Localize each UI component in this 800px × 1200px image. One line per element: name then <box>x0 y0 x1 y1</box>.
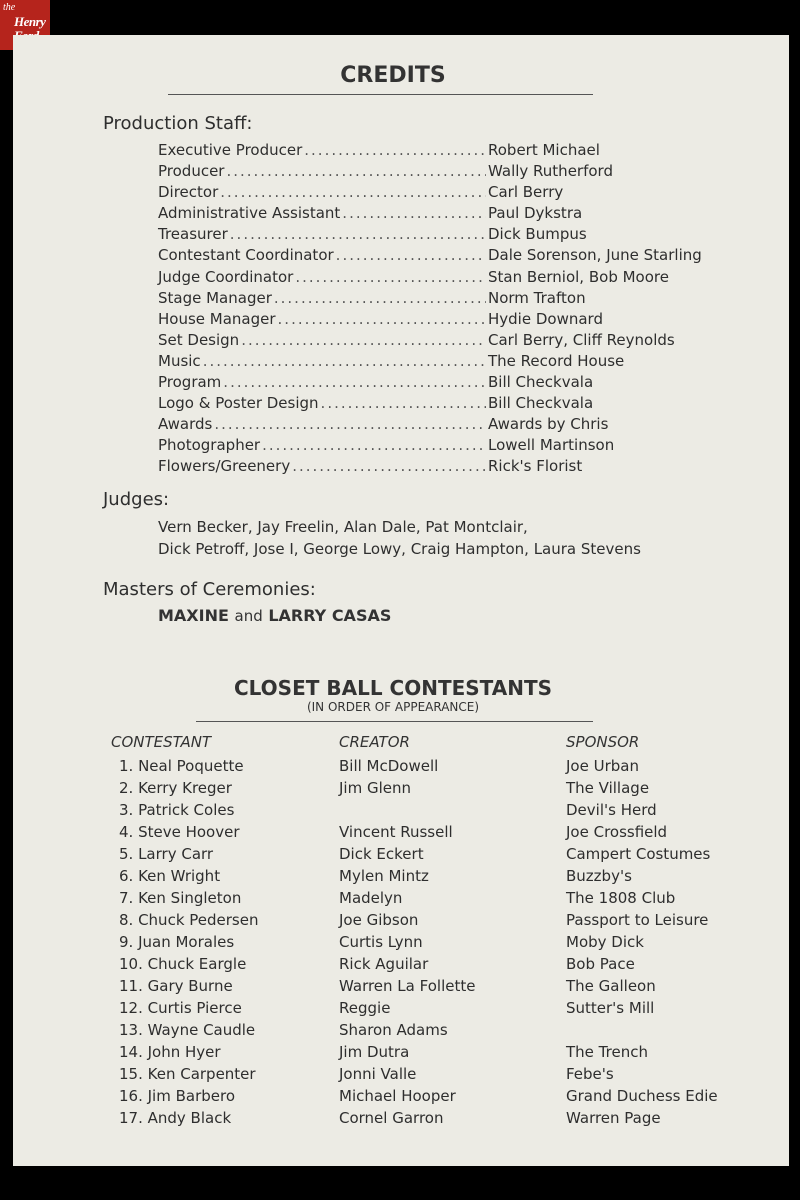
contestants-title: CLOSET BALL CONTESTANTS <box>233 676 553 700</box>
staff-name: Bill Checkvala <box>488 394 594 413</box>
masters-names <box>158 606 391 625</box>
sponsor-cell <box>566 1019 718 1041</box>
leader-dots <box>241 331 486 349</box>
contestant-cell: 15. Ken Carpenter <box>119 1065 256 1083</box>
creator-cell: Vincent Russell <box>339 823 453 841</box>
staff-name: Hydie Downard <box>488 309 603 328</box>
sponsor-cell: Sutter's Mill <box>566 999 655 1017</box>
production-staff-heading: Production Staff: <box>103 113 253 134</box>
leader-dots <box>214 415 486 433</box>
creator-column <box>339 755 475 1129</box>
creator-cell: Curtis Lynn <box>339 933 423 951</box>
staff-row <box>158 204 718 225</box>
contestant-cell: 1. Neal Poquette <box>119 757 244 775</box>
program-page <box>13 35 789 1166</box>
contestant-cell: 6. Ken Wright <box>119 867 221 885</box>
page-title: CREDITS <box>340 63 446 88</box>
contestant-cell: 12. Curtis Pierce <box>119 999 242 1017</box>
contestant-cell: 2. Kerry Kreger <box>119 779 232 797</box>
staff-row <box>158 183 718 204</box>
staff-row <box>158 246 718 267</box>
contestant-column-header: CONTESTANT <box>111 733 212 751</box>
judges-heading: Judges: <box>103 489 170 510</box>
judges-list <box>158 516 641 560</box>
leader-dots <box>230 225 486 243</box>
staff-row <box>158 162 718 183</box>
contestant-cell: 7. Ken Singleton <box>119 889 242 907</box>
staff-row <box>158 352 718 373</box>
staff-name: Paul Dykstra <box>488 204 583 223</box>
sponsor-cell: The Galleon <box>566 977 656 995</box>
leader-dots <box>304 141 486 159</box>
staff-role: Flowers/Greenery <box>158 457 291 476</box>
staff-role: Photographer <box>158 436 261 455</box>
sponsor-cell: Campert Costumes <box>566 845 711 863</box>
sponsor-cell: Febe's <box>566 1065 614 1083</box>
contestant-column <box>119 755 258 1129</box>
leader-dots <box>274 289 486 307</box>
leader-dots <box>262 436 486 454</box>
creator-cell: Sharon Adams <box>339 1021 448 1039</box>
staff-name: Stan Berniol, Bob Moore <box>488 267 669 286</box>
staff-role: Music <box>158 351 201 370</box>
staff-row <box>158 141 718 162</box>
contestant-cell: 5. Larry Carr <box>119 845 214 863</box>
staff-name: Dale Sorenson, June Starling <box>488 246 702 265</box>
staff-row <box>158 331 718 352</box>
sponsor-column-header: SPONSOR <box>566 733 640 751</box>
creator-cell: Jim Glenn <box>339 779 412 797</box>
leader-dots <box>292 457 486 475</box>
staff-role: Judge Coordinator <box>158 267 294 286</box>
sponsor-cell: Grand Duchess Edie <box>566 1087 718 1105</box>
staff-name: Awards by Chris <box>488 415 609 434</box>
staff-name: Carl Berry, Cliff Reynolds <box>488 330 675 349</box>
judges-line-1: Vern Becker, Jay Freelin, Alan Dale, Pat Montclair, <box>158 518 528 536</box>
staff-role: Program <box>158 373 222 392</box>
masters-heading: Masters of Ceremonies: <box>103 579 316 600</box>
leader-dots <box>203 352 486 370</box>
sponsor-cell: Moby Dick <box>566 933 644 951</box>
logo-henry: Henry <box>14 14 46 29</box>
contestant-cell: 4. Steve Hoover <box>119 823 240 841</box>
sponsor-cell: The Village <box>566 779 650 797</box>
leader-dots <box>342 204 486 222</box>
staff-row <box>158 289 718 310</box>
staff-row <box>158 415 718 436</box>
title-rule <box>168 94 593 95</box>
leader-dots <box>223 373 486 391</box>
creator-cell: Jim Dutra <box>339 1043 410 1061</box>
staff-row <box>158 373 718 394</box>
sponsor-cell: Passport to Leisure <box>566 911 709 929</box>
staff-role: Treasurer <box>158 225 228 244</box>
sponsor-cell: Joe Crossfield <box>566 823 668 841</box>
contestant-cell: 3. Patrick Coles <box>119 801 235 819</box>
staff-row <box>158 457 718 478</box>
contestant-cell: 9. Juan Morales <box>119 933 235 951</box>
creator-cell: Jonni Valle <box>339 1065 417 1083</box>
master-name-2: LARRY CASAS <box>268 606 392 625</box>
staff-name: The Record House <box>488 351 625 370</box>
staff-name: Lowell Martinson <box>488 436 615 455</box>
logo-the: the <box>3 2 16 13</box>
staff-role: Stage Manager <box>158 288 272 307</box>
staff-row <box>158 268 718 289</box>
contestant-cell: 8. Chuck Pedersen <box>119 911 259 929</box>
staff-name: Norm Trafton <box>488 288 586 307</box>
staff-role: Contestant Coordinator <box>158 246 334 265</box>
staff-name: Bill Checkvala <box>488 373 594 392</box>
leader-dots <box>336 246 486 264</box>
creator-cell: Mylen Mintz <box>339 867 429 885</box>
sponsor-cell: The 1808 Club <box>566 889 676 907</box>
staff-row <box>158 436 718 457</box>
creator-cell: Rick Aguilar <box>339 955 429 973</box>
sponsor-cell: Joe Urban <box>566 757 639 775</box>
creator-cell: Michael Hooper <box>339 1087 456 1105</box>
leader-dots <box>226 162 486 180</box>
staff-role: House Manager <box>158 309 276 328</box>
staff-role: Producer <box>158 162 225 181</box>
creator-column-header: CREATOR <box>339 733 410 751</box>
sponsor-cell: Warren Page <box>566 1109 661 1127</box>
staff-role: Executive Producer <box>158 141 303 159</box>
contestant-cell: 13. Wayne Caudle <box>119 1021 256 1039</box>
judges-line-2: Dick Petroff, Jose I, George Lowy, Craig Hampton, Laura Stevens <box>158 540 641 558</box>
staff-row <box>158 310 718 331</box>
staff-role: Set Design <box>158 330 240 349</box>
leader-dots <box>278 310 486 328</box>
creator-cell: Cornel Garron <box>339 1109 444 1127</box>
contestants-subtitle: (IN ORDER OF APPEARANCE) <box>306 700 480 714</box>
sponsor-column <box>566 755 718 1129</box>
staff-name: Dick Bumpus <box>488 225 587 244</box>
creator-cell: Warren La Follette <box>339 977 476 995</box>
creator-cell: Madelyn <box>339 889 403 907</box>
staff-row <box>158 394 718 415</box>
staff-role: Administrative Assistant <box>158 204 341 223</box>
masters-and: and <box>234 607 263 625</box>
staff-name: Robert Michael <box>488 141 600 159</box>
staff-name: Wally Rutherford <box>488 162 613 181</box>
creator-cell: Bill McDowell <box>339 757 439 775</box>
leader-dots <box>321 394 486 412</box>
creator-cell: Joe Gibson <box>339 911 419 929</box>
staff-name: Carl Berry <box>488 183 564 202</box>
sponsor-cell: The Trench <box>566 1043 648 1061</box>
contestants-rule <box>196 721 593 722</box>
contestant-cell: 11. Gary Burne <box>119 977 233 995</box>
sponsor-cell: Bob Pace <box>566 955 635 973</box>
contestant-cell: 14. John Hyer <box>119 1043 221 1061</box>
sponsor-cell: Buzzby's <box>566 867 632 885</box>
staff-role: Director <box>158 183 219 202</box>
staff-role: Awards <box>158 415 213 434</box>
leader-dots <box>220 183 486 201</box>
creator-cell: Reggie <box>339 999 391 1017</box>
creator-cell <box>339 799 475 821</box>
production-staff-list <box>158 141 718 479</box>
staff-row <box>158 225 718 246</box>
contestant-cell: 10. Chuck Eargle <box>119 955 247 973</box>
contestant-cell: 16. Jim Barbero <box>119 1087 236 1105</box>
contestant-cell: 17. Andy Black <box>119 1109 232 1127</box>
master-name-1: MAXINE <box>158 606 229 625</box>
staff-role: Logo & Poster Design <box>158 394 319 413</box>
leader-dots <box>295 268 486 286</box>
creator-cell: Dick Eckert <box>339 845 424 863</box>
staff-name: Rick's Florist <box>488 457 583 476</box>
sponsor-cell: Devil's Herd <box>566 801 657 819</box>
